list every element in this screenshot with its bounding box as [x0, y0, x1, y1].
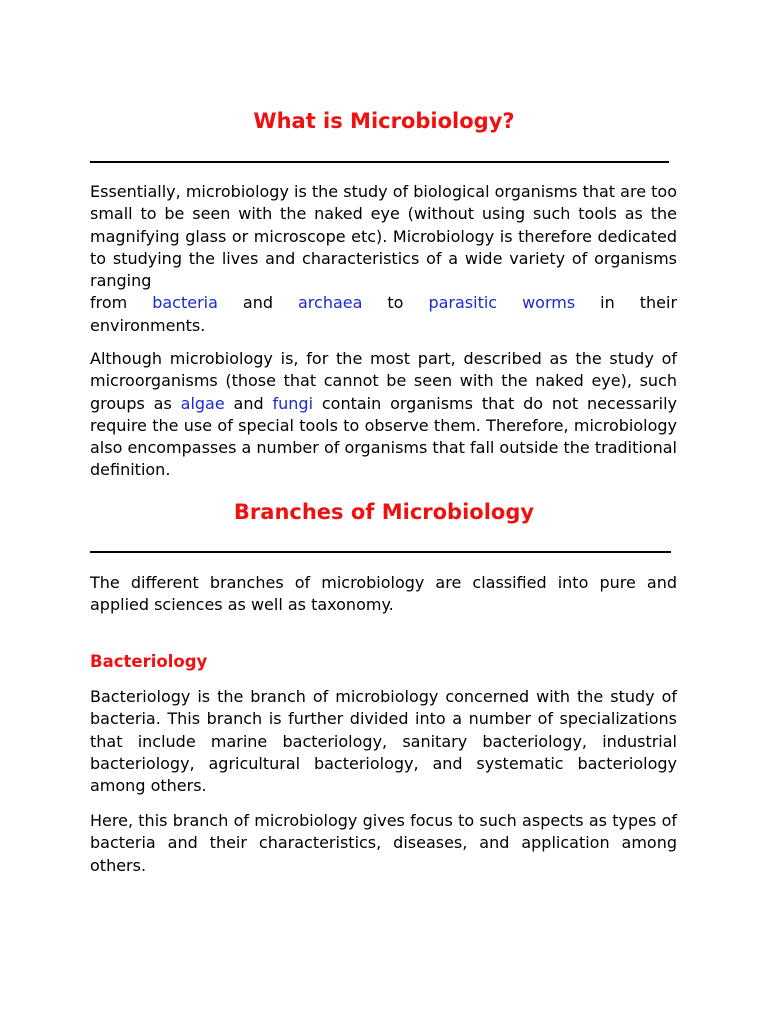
link-fungi[interactable]: fungi	[272, 393, 314, 413]
link-bacteria[interactable]: bacteria	[152, 293, 218, 313]
word-and: and	[242, 293, 274, 313]
definition-paragraph-text-b: contain organisms that do not necessarily require the use of special tools to observe them. Therefore, microbiology also encompasses a number of organisms that fall outside the traditional definition.	[90, 393, 678, 480]
subheading-bacteriology: Bacteriology	[90, 652, 208, 671]
such-groups-as: such groups as	[90, 371, 678, 413]
word-and-2: and	[233, 393, 264, 413]
definition-paragraph-text-a: Although microbiology is, for the most part, described as the study of microorganisms (those that cannot be seen with the naked eye),	[90, 349, 677, 391]
branches-divider	[90, 551, 671, 553]
intro-paragraph-end: environments.	[90, 315, 206, 335]
title-divider	[90, 161, 669, 163]
section-title-branches: Branches of Microbiology	[233, 500, 535, 524]
intro-paragraph	[90, 181, 677, 337]
bacteriology-focus-paragraph: Here, this branch of microbiology gives focus to such aspects as types of bacteria and their characteristics, diseases, and application among others.	[90, 811, 677, 875]
word-in: in	[600, 293, 615, 313]
branches-paragraph: The different branches of microbiology are classified into pure and applied sciences as well as taxonomy.	[90, 573, 677, 615]
intro-paragraph-text: Essentially, microbiology is the study of biological organisms that are too small to be seen with the naked eye (without using such tools as the magnifying glass or microscope etc). Microbiology is therefore dedicated to studying the lives and characteristics of a wide variety of organisms ranging	[90, 182, 677, 291]
definition-paragraph	[90, 348, 677, 482]
bacteriology-paragraph: Bacteriology is the branch of microbiology concerned with the study of bacteria. This branch is further divided into a number of specializations that include marine bacteriology, sanitary bacteriology, industrial bacteriology, agricultural bacteriology, and systematic bacteriology among others.	[90, 687, 677, 796]
word-from: from	[90, 293, 128, 313]
page-title: What is Microbiology?	[253, 109, 515, 133]
intro-paragraph-link-line	[90, 292, 677, 314]
word-to: to	[387, 293, 404, 313]
link-archaea[interactable]: archaea	[298, 293, 363, 313]
link-worms[interactable]: worms	[522, 293, 576, 313]
link-algae[interactable]: algae	[180, 393, 225, 413]
link-parasitic[interactable]: parasitic	[428, 293, 498, 313]
word-their: their	[639, 293, 678, 313]
